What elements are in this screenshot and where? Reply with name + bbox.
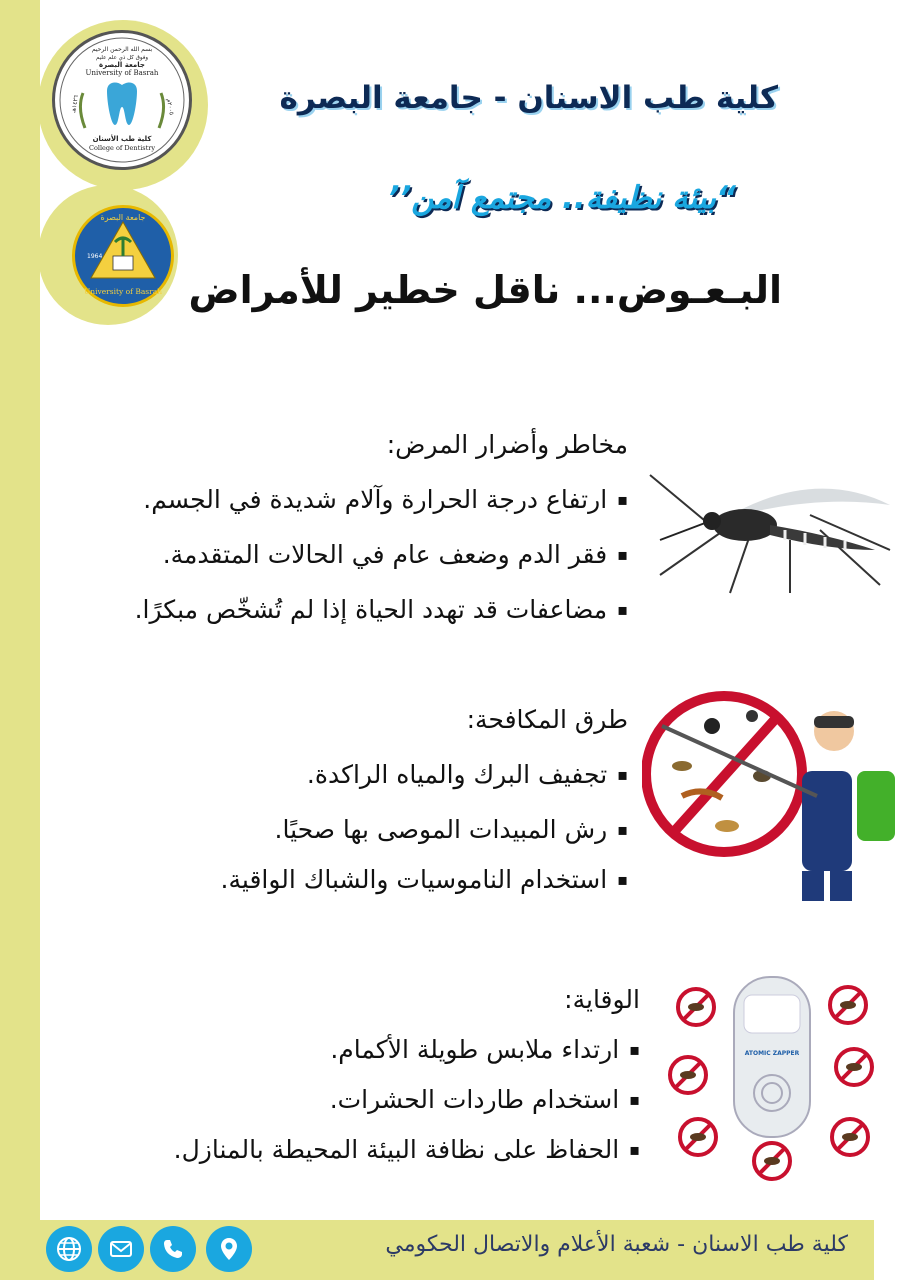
slogan: “بيئة نظيفة.. مجتمع آمن’’ <box>387 180 736 216</box>
risk-item-1: ▪ ارتفاع درجة الحرارة وآلام شديدة في الجسم. <box>143 485 628 514</box>
university-of-basrah-logo <box>72 205 174 307</box>
uni-logo-name-ar: جامعة البصرة <box>100 213 146 222</box>
logo-basmala: بسم الله الرحمن الرحيم <box>91 46 153 53</box>
college-title: كلية طب الاسنان - جامعة البصرة <box>279 80 778 116</box>
prevention-item-3: ▪ الحفاظ على نظافة البيئة المحيطة بالمنازل. <box>174 1135 640 1164</box>
logo-uni-en: University of Basrah <box>85 69 159 77</box>
device-label: ATOMIC ZAPPER <box>744 1050 800 1057</box>
logo-motto: وفوق كل ذي علم عليم <box>95 55 149 61</box>
logo-year-gregorian: ٢٠٠٥م <box>165 98 175 116</box>
logo-college-ar: كلية طب الأسنان <box>92 135 152 143</box>
logo-uni-ar: جامعة البصرة <box>99 61 145 69</box>
section-risks-heading: مخاطر وأضرار المرض: <box>386 430 628 459</box>
uni-logo-name-en: University of Basrah <box>83 287 163 296</box>
footer-text: كلية طب الاسنان - شعبة الأعلام والاتصال الحكومي <box>385 1232 848 1257</box>
uni-logo-year: 1964 <box>87 253 103 260</box>
control-item-3: ▪ استخدام الناموسيات والشباك الواقية. <box>221 865 628 894</box>
phone-icon[interactable] <box>150 1226 196 1272</box>
location-icon[interactable] <box>206 1226 252 1272</box>
prevention-item-1: ▪ ارتداء ملابس طويلة الأكمام. <box>330 1035 640 1064</box>
prevention-item-2: ▪ استخدام طاردات الحشرات. <box>330 1085 640 1114</box>
section-control-heading: طرق المكافحة: <box>466 705 628 734</box>
risk-item-3: ▪ مضاعفات قد تهدد الحياة إذا لم تُشخّص مبكرًا. <box>135 595 628 624</box>
logo-year-hijri: ١٤٢٦هـ <box>70 94 81 114</box>
mosquito-illustration <box>640 455 902 595</box>
section-prevention-heading: الوقاية: <box>564 985 640 1014</box>
email-icon[interactable] <box>98 1226 144 1272</box>
logo-college-en: College of Dentistry <box>88 144 156 152</box>
risk-item-2: ▪ فقر الدم وضعف عام في الحالات المتقدمة. <box>163 540 628 569</box>
left-color-band <box>0 0 40 1280</box>
control-item-1: ▪ تجفيف البرك والمياه الراكدة. <box>307 760 628 789</box>
college-of-dentistry-logo <box>52 30 192 170</box>
control-item-2: ▪ رش المبيدات الموصى بها صحيًا. <box>275 815 629 844</box>
insect-repeller-illustration <box>662 975 884 1187</box>
globe-icon[interactable] <box>46 1226 92 1272</box>
pest-control-illustration <box>642 686 902 904</box>
main-title: البـعـوض... ناقل خطير للأمراض <box>188 268 782 312</box>
